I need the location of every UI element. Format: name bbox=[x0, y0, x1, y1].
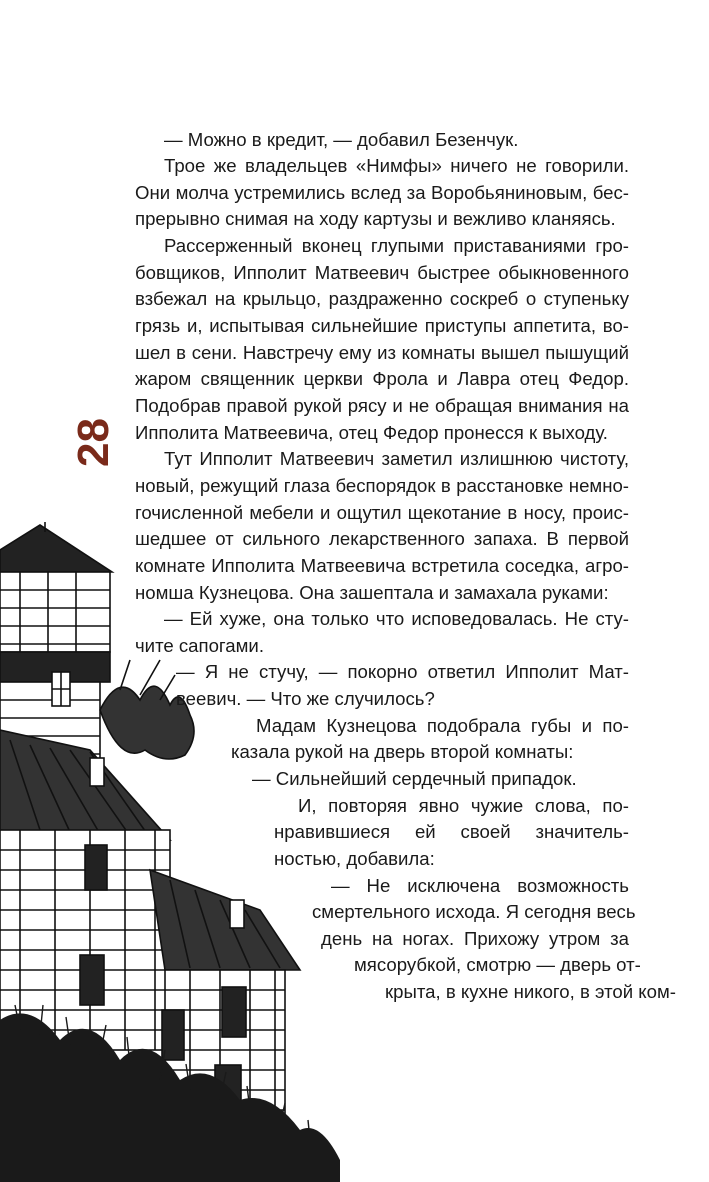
text-line: Рассерженный вконец глупыми приставаниями гро- bbox=[164, 235, 629, 256]
text-line: веевич. — Что же случилось? bbox=[176, 688, 435, 709]
text-line: казала рукой на дверь второй комнаты: bbox=[231, 741, 574, 762]
text-line: — Можно в кредит, — добавил Безенчук. bbox=[164, 129, 519, 150]
text-line: гочисленной мебели и ощутил щекотание в носу, проис- bbox=[135, 502, 629, 523]
text-line: И, повторяя явно чужие слова, по- bbox=[298, 795, 629, 816]
text-line: нравившиеся ей своей значитель- bbox=[274, 821, 629, 842]
text-line: Ипполита Матвеевича, отец Федор пронесся к выходу. bbox=[135, 422, 608, 443]
text-line: взбежал на крыльцо, раздраженно соскреб о ступеньку bbox=[135, 288, 629, 309]
text-line: комнате Ипполита Матвеевича встретила соседка, агро- bbox=[135, 555, 629, 576]
text-line: — Я не стучу, — покорно ответил Ипполит Мат- bbox=[176, 661, 629, 682]
text-line: — Не исключена возможность bbox=[331, 875, 629, 896]
text-line: жаром священник церкви Фрола и Лавра отец Федор. bbox=[135, 368, 629, 389]
page-number: 28 bbox=[69, 418, 118, 467]
text-line: Мадам Кузнецова подобрала губы и по- bbox=[256, 715, 629, 736]
text-line: ностью, добавила: bbox=[274, 848, 435, 869]
text-line: Подобрав правой рукой рясу и не обращая внимания на bbox=[135, 395, 629, 416]
text-line: Трое же владельцев «Нимфы» ничего не говорили. bbox=[164, 155, 629, 176]
text-line: бовщиков, Ипполит Матвеевич быстрее обыкновенного bbox=[135, 262, 629, 283]
text-line: номша Кузнецова. Она зашептала и замахала руками: bbox=[135, 582, 609, 603]
text-line: прерывно снимая на ходу картузы и вежливо кланяясь. bbox=[135, 208, 616, 229]
text-line: грязь и, испытывая сильнейшие приступы аппетита, во- bbox=[135, 315, 629, 336]
text-line: шел в сени. Навстречу ему из комнаты вышел пышущий bbox=[135, 342, 629, 363]
text-line: Они молча устремились вслед за Воробьяниновым, бес- bbox=[135, 182, 629, 203]
text-line: смертельного исхода. Я сегодня весь bbox=[312, 901, 636, 922]
text-line: Тут Ипполит Матвеевич заметил излишнюю чистоту, bbox=[164, 448, 629, 469]
text-line: шедшее от сильного лекарственного запаха. В первой bbox=[135, 528, 629, 549]
text-line: — Сильнейший сердечный припадок. bbox=[252, 768, 577, 789]
text-line: новый, режущий глаза беспорядок в расстановке немно- bbox=[135, 475, 629, 496]
text-line: день на ногах. Прихожу утром за bbox=[321, 928, 629, 949]
text-line: мясорубкой, смотрю — дверь от- bbox=[354, 954, 641, 975]
text-line: крыта, в кухне никого, в этой ком- bbox=[385, 981, 676, 1002]
text-line: — Ей хуже, она только что исповедовалась. Не сту- bbox=[164, 608, 629, 629]
text-line: чите сапогами. bbox=[135, 635, 264, 656]
